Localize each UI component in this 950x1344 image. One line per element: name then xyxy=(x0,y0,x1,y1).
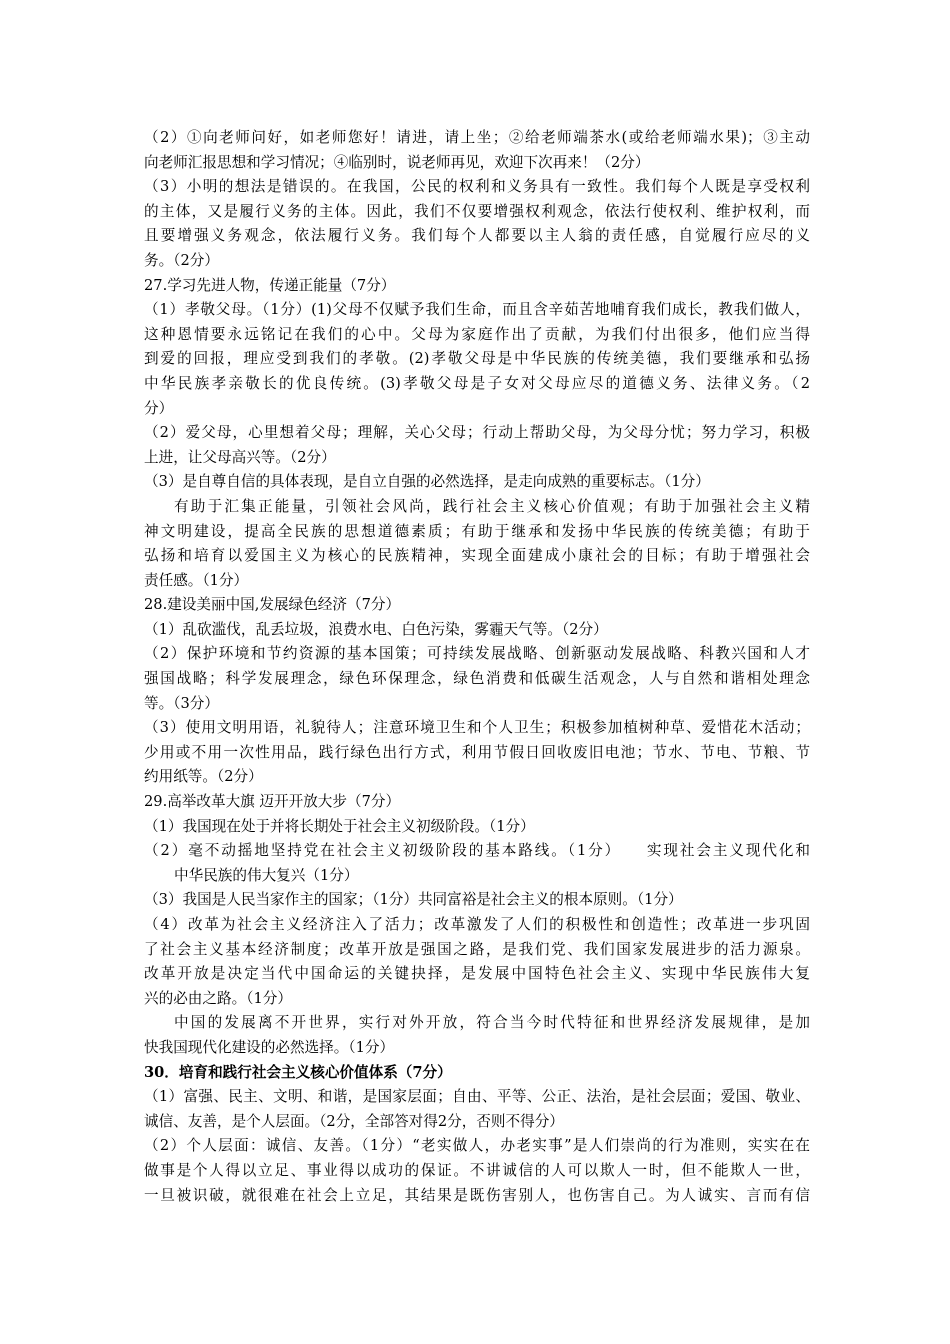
text-line: 上进，让父母高兴等。（2分） xyxy=(144,448,336,466)
text-line: 中国的发展离不开世界，实行对外开放，符合当今时代特征和世界经济发展规律，是加 xyxy=(174,1014,810,1032)
text-line: 务。（2分） xyxy=(144,251,219,269)
text-line: （1）乱砍滥伐，乱丢垃圾，浪费水电、白色污染，雾霾天气等。（2分） xyxy=(144,620,608,638)
text-line: 神文明建设，提高全民族的思想道德素质；有助于继承和发扬中华民族的传统美德；有助于 xyxy=(144,522,810,540)
text-line: 强国战略；科学发展理念，绿色环保理念，绿色消费和低碳生活观念，人与自然和谐相处理念 xyxy=(144,670,810,688)
text-line: （2）毫不动摇地坚持党在社会主义初级阶段的基本路线。（1分） 实现社会主义现代化和 xyxy=(144,842,810,860)
text-line: 的主体，又是履行义务的主体。因此，我们不仅要增强权利观念，依法行使权利、维护权利，而 xyxy=(144,202,810,220)
text-line: 等。（3分） xyxy=(144,694,219,712)
text-line: 27.学习先进人物，传递正能量（7分） xyxy=(144,276,396,294)
text-line: 少用或不用一次性用品，践行绿色出行方式，利用节假日回收废旧电池；节水、节电、节粮、节 xyxy=(144,743,810,761)
text-line: （2）①向老师问好，如老师您好！请进，请上坐；②给老师端茶水(或给老师端水果)；③主动 xyxy=(144,129,810,146)
text-line: 中华民族的伟大复兴（1分） xyxy=(174,866,359,884)
text-line: 诚信、友善，是个人层面。（2分，全部答对得2分，否则不得分） xyxy=(144,1112,564,1130)
text-line: （2）个人层面：诚信、友善。（1分）“老实做人，办老实事”是人们崇尚的行为准则，实实在在 xyxy=(144,1137,810,1155)
text-line: 分） xyxy=(144,399,174,417)
text-line: （4）改革为社会主义经济注入了活力；改革激发了人们的积极性和创造性；改革进一步巩固 xyxy=(144,916,810,933)
text-line: 到爱的回报，理应受到我们的孝敬。(2)孝敬父母是中华民族的传统美德，我们要继承和弘扬 xyxy=(144,350,810,368)
text-line: 中华民族孝亲敬长的优良传统。(3)孝敬父母是子女对父母应尽的道德义务、法律义务。（2 xyxy=(144,374,810,392)
text-line: 了社会主义基本经济制度；改革开放是强国之路，是我们党、我们国家发展进步的活力源泉。 xyxy=(144,940,810,958)
text-line: 快我国现代化建设的必然选择。（1分） xyxy=(144,1038,395,1056)
text-line: 29.高举改革大旗 迈开开放大步（7分） xyxy=(144,793,401,811)
text-line: （3）小明的想法是错误的。在我国，公民的权利和义务具有一致性。我们每个人既是享受权利 xyxy=(144,178,810,196)
text-line: 弘扬和培育以爱国主义为核心的民族精神，实现全面建成小康社会的目标；有助于增强社会 xyxy=(144,547,810,565)
text-line: 约用纸等。（2分） xyxy=(144,768,263,786)
text-line: 改革开放是决定当代中国命运的关键抉择，是发展中国特色社会主义、实现中华民族伟大复 xyxy=(144,965,810,983)
text-line: （1）我国现在处于并将长期处于社会主义初级阶段。（1分） xyxy=(144,817,535,835)
text-line: （1）富强、民主、文明、和谐，是国家层面；自由、平等、公正、法治，是社会层面；爱国、敬业、 xyxy=(144,1088,810,1106)
text-line: （3）我国是人民当家作主的国家；（1分）共同富裕是社会主义的根本原则。（1分） xyxy=(144,891,683,909)
text-line: （1）孝敬父母。（1分）(1)父母不仅赋予我们生命，而且含辛茹苦地哺育我们成长，教我们做人， xyxy=(144,301,810,319)
text-line: 责任感。（1分） xyxy=(144,571,249,589)
text-line: 有助于汇集正能量，引领社会风尚，践行社会主义核心价值观；有助于加强社会主义精 xyxy=(174,497,810,515)
text-line: （3）使用文明用语，礼貌待人；注意环境卫生和个人卫生；积极参加植树种草、爱惜花木活动； xyxy=(144,719,810,737)
text-line: （2）爱父母，心里想着父母；理解，关心父母；行动上帮助父母，为父母分忧；努力学习，积极 xyxy=(144,424,810,442)
text-line: （2）保护环境和节约资源的基本国策；可持续发展战略、创新驱动发展战略、科教兴国和人才 xyxy=(144,645,810,663)
text-line: 30．培育和践行社会主义核心价值体系（7分） xyxy=(144,1063,452,1081)
text-line: 这种恩情要永远铭记在我们的心中。父母为家庭作出了贡献，为我们付出很多，他们应当得 xyxy=(144,325,810,343)
text-line: （3）是自尊自信的具体表现，是自立自强的必然选择，是走向成熟的重要标志。（1分） xyxy=(144,473,710,491)
text-line: 做事是个人得以立足、事业得以成功的保证。不讲诚信的人可以欺人一时，但不能欺人一世， xyxy=(144,1161,810,1179)
text-line: 一旦被识破，就很难在社会上立足，其结果是既伤害别人，也伤害自己。为人诚实、言而有信 xyxy=(144,1186,810,1204)
document-page xyxy=(144,126,810,1208)
text-line: 28.建设美丽中国,发展绿色经济（7分） xyxy=(144,596,401,614)
text-line: 且要增强义务观念，依法履行义务。我们每个人都要以主人翁的责任感，自觉履行应尽的义 xyxy=(144,227,810,245)
text-line: 兴的必由之路。（1分） xyxy=(144,989,292,1007)
text-line: 向老师汇报思想和学习情况；④临别时，说老师再见，欢迎下次再来！（2分） xyxy=(144,153,650,171)
